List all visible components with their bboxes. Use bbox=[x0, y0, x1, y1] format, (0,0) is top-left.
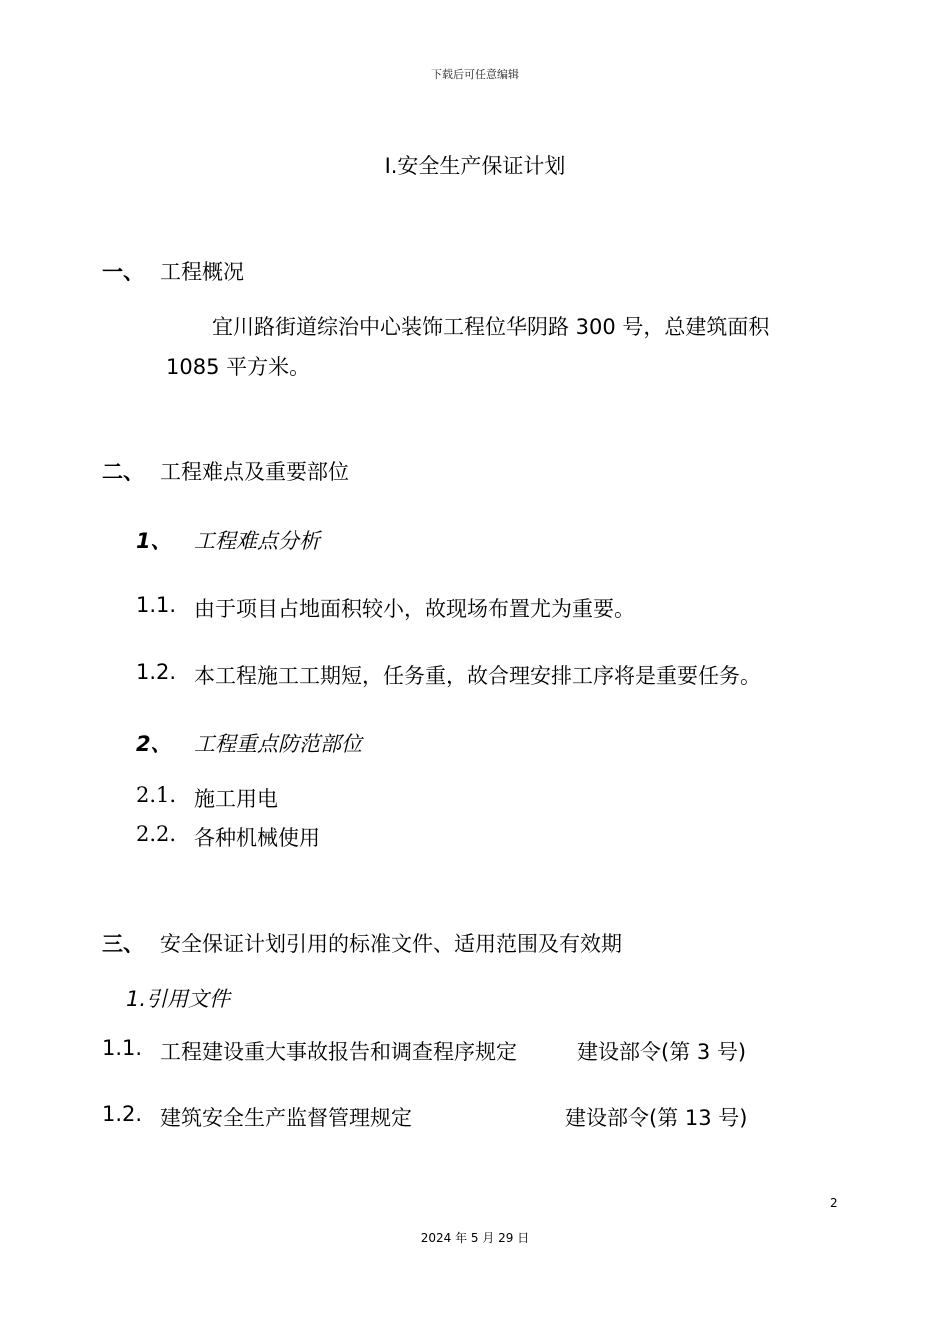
reference-1-1-source: 建设部令(第 3 号) bbox=[577, 1040, 747, 1064]
reference-1-1-text: 工程建设重大事故报告和调查程序规定 bbox=[160, 1040, 517, 1064]
document-title: Ⅰ.安全生产保证计划 bbox=[384, 154, 566, 178]
section-1-title: 工程概况 bbox=[160, 260, 244, 284]
item-1-1-number: 1.1. bbox=[136, 593, 177, 617]
item-1-2-number: 1.2. bbox=[136, 660, 177, 684]
item-2-2-number: 2.2. bbox=[136, 822, 177, 846]
section-1-number: 一、 bbox=[102, 260, 144, 284]
subsection-3-1-title: 1.引用文件 bbox=[126, 987, 231, 1011]
item-2-2-text: 各种机械使用 bbox=[194, 826, 320, 850]
subsection-2-1-title: 工程难点分析 bbox=[194, 529, 320, 553]
section-2-number: 二、 bbox=[102, 460, 144, 484]
subsection-2-2-number: 2、 bbox=[136, 732, 172, 756]
page-number: 2 bbox=[830, 1196, 838, 1210]
section-2-title: 工程难点及重要部位 bbox=[160, 460, 349, 484]
page-footer-date: 2024 年 5 月 29 日 bbox=[420, 1231, 530, 1245]
reference-1-2-number: 1.2. bbox=[102, 1102, 143, 1126]
reference-1-2-text: 建筑安全生产监督管理规定 bbox=[160, 1106, 412, 1130]
subsection-2-2-title: 工程重点防范部位 bbox=[194, 732, 362, 756]
section-3-title: 安全保证计划引用的标准文件、适用范围及有效期 bbox=[160, 932, 622, 956]
item-1-2-text: 本工程施工工期短，任务重，故合理安排工序将是重要任务。 bbox=[194, 664, 761, 688]
page-header: 下载后可任意编辑 bbox=[431, 68, 519, 81]
section-1-paragraph-line-2: 1085 平方米。 bbox=[166, 355, 311, 379]
subsection-2-1-number: 1、 bbox=[136, 529, 172, 553]
item-2-1-number: 2.1. bbox=[136, 783, 177, 807]
reference-1-2-source: 建设部令(第 13 号) bbox=[565, 1106, 748, 1130]
item-1-1-text: 由于项目占地面积较小，故现场布置尤为重要。 bbox=[194, 597, 635, 621]
section-3-number: 三、 bbox=[102, 932, 144, 956]
item-2-1-text: 施工用电 bbox=[194, 787, 278, 811]
reference-1-1-number: 1.1. bbox=[102, 1036, 143, 1060]
section-1-paragraph-line-1: 宜川路街道综治中心装饰工程位华阴路 300 号，总建筑面积 bbox=[212, 315, 770, 339]
